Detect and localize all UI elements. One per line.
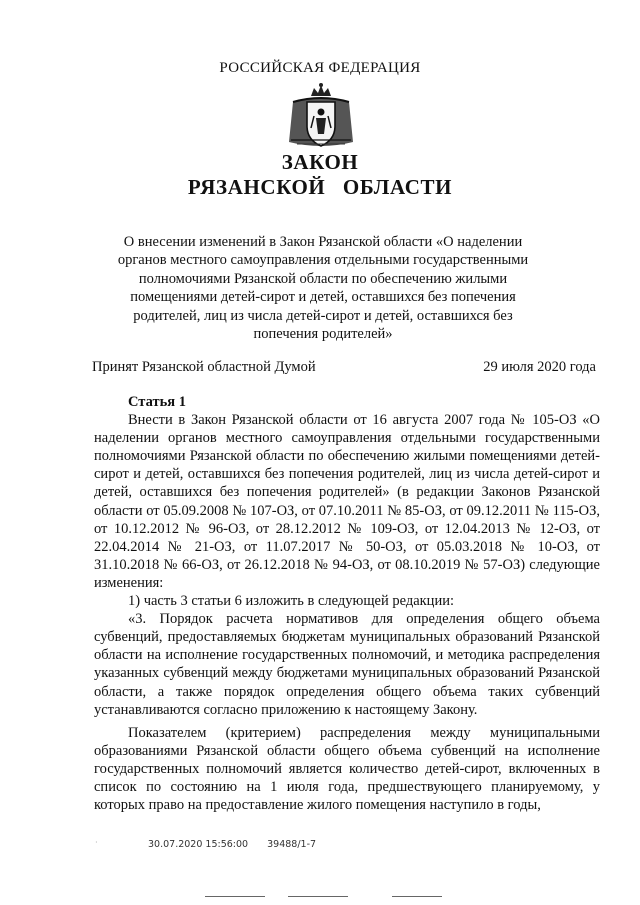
margin-mark: · [95,838,98,847]
law-subject: О внесении изменений в Закон Рязанской области «О наделении органов местного самоуправления отдельными государственными полномочиями Рязанской области по обеспечению жилыми помещениями детей-сирот и детей, оставшихся без попечения родителей, лиц из числа детей-сирот и детей, оставшихся без попечения родителей» [117,234,529,343]
region-name: РЯЗАНСКОЙ ОБЛАСТИ [187,175,453,199]
bottom-rule-marks [0,893,640,899]
law-word: ЗАКОН [281,150,359,174]
footer-timestamp: 30.07.2020 15:56:00 [148,839,249,850]
article-heading: Статья 1 [128,394,186,410]
footer-doc-number: 39488/1-7 [267,839,317,850]
law-title [0,150,640,200]
article-paragraph: 1) часть 3 статьи 6 изложить в следующей редакции: [128,593,454,610]
document-footer [148,839,316,850]
bottom-rule [288,896,348,897]
article-body [94,393,600,814]
coat-of-arms-icon [283,82,359,152]
adoption-line [92,358,596,376]
article-paragraph: Внести в Закон Рязанской области от 16 августа 2007 года № 105-ОЗ «О наделении органов местного самоуправления отдельными государственными полномочиями Рязанской области по обеспечению жилыми помещениями детей-сирот и детей, оставшихся без попечения родителей, лиц из числа детей-сирот и детей, оставшихся без попечения родителей» (в редакции Законов Рязанской области от 05.09.2008 № 107-ОЗ, от 07.10.2011 № 85-ОЗ, от 09.12.2011 № 115-ОЗ, от 10.12.2012 № 96-ОЗ, от 28.12.2012 № 109-ОЗ, от 12.04.2013 № 12-ОЗ, от 22.04.2014 № 21-ОЗ, от 11.07.2017 № 50-ОЗ, от 05.03.2018 № 10-ОЗ, от 31.10.2018 № 66-ОЗ, от 26.12.2018 № 94-ОЗ, от 08.10.2019 № 57-ОЗ) следующие изменения: [94,412,600,591]
adopting-body: Принят Рязанской областной Думой [92,359,316,375]
bottom-rule [205,896,265,897]
article-paragraph: «3. Порядок расчета нормативов для определения общего объема субвенций, предоставляемых бюджетам муниципальных образований Рязанской области на исполнение государственных полномочий, и методика распределения указанных субвенций между бюджетами муниципальных образований Рязанской области, а также порядок определения общего объема таких субвенций устанавливаются согласно приложению к настоящему Закону. [94,611,600,718]
federation-header: РОССИЙСКАЯ ФЕДЕРАЦИЯ [219,60,421,76]
adoption-date: 29 июля 2020 года [483,359,596,375]
article-paragraph: Показателем (критерием) распределения между муниципальными образованиями Рязанской области общего объема субвенций на исполнение государственных полномочий является количество детей-сирот, включенных в список по состоянию на 1 июля года, предшествующего планируемому, у которых право на предоставление жилого помещения наступило в годы, [94,724,600,814]
bottom-rule [392,896,442,897]
